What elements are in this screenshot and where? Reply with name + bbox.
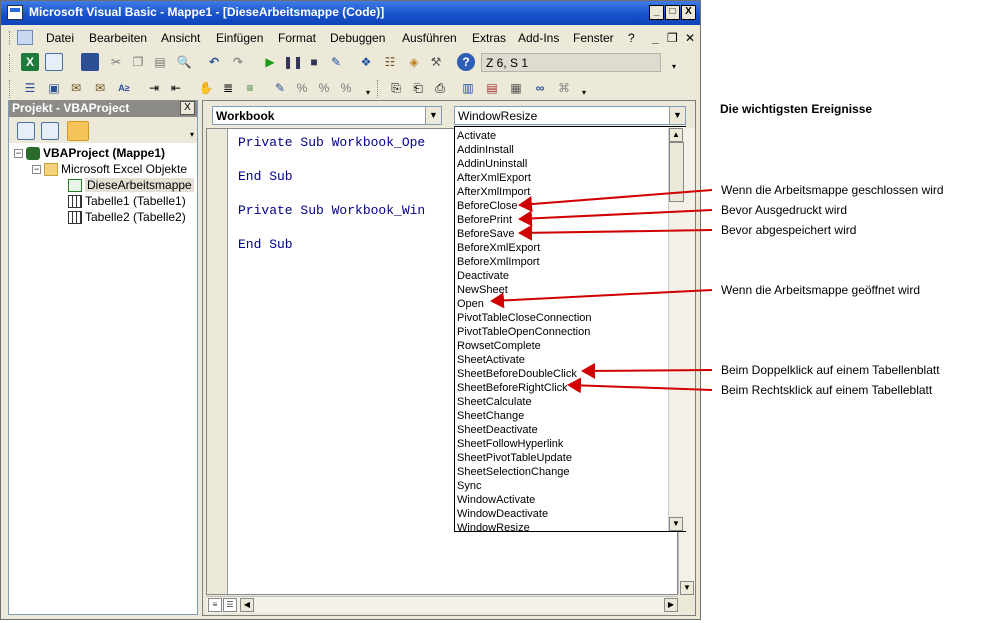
toolbox-icon[interactable]: ⚒ [430, 55, 442, 69]
close-button[interactable]: X [681, 5, 696, 20]
tree-item-label: Tabelle1 (Tabelle1) [85, 194, 186, 208]
parameter-info-icon[interactable]: ✉ [94, 81, 106, 95]
menu-extras[interactable]: Extras [472, 31, 507, 45]
event-list-item[interactable]: WindowResize [457, 522, 530, 532]
toggle-breakpoint-icon[interactable]: ✋ [198, 81, 214, 95]
tree-folder-label: Microsoft Excel Objekte [61, 162, 188, 176]
annotation-note: Beim Rechtsklick auf einem Tabelleblatt [721, 383, 933, 397]
arrow-sheetbeforerightclick [569, 385, 712, 390]
code-line: End Sub [238, 169, 293, 184]
event-list-item[interactable]: BeforeXmlImport [457, 256, 540, 268]
code-line: Private Sub Workbook_Win [238, 203, 426, 218]
event-list-item[interactable]: Open [457, 298, 484, 310]
project-pane-close-button[interactable]: X [180, 101, 195, 115]
event-list-item[interactable]: Deactivate [457, 270, 509, 282]
mdi-minimize-button[interactable]: _ [652, 31, 659, 45]
pane-options-chevron-icon[interactable]: ▾ [189, 130, 194, 139]
next-bookmark-icon[interactable]: % [296, 81, 308, 95]
event-list-item[interactable]: SheetDeactivate [457, 424, 538, 436]
list-properties-icon[interactable]: ☰ [24, 81, 36, 95]
toolbar-options-chevron-icon[interactable]: ▾ [365, 88, 370, 97]
arrow-open [492, 290, 712, 301]
toggle-bookmark-icon[interactable]: ✎ [274, 81, 286, 95]
object-combo-value: Workbook [216, 109, 275, 123]
userform-toolbar-icon-5[interactable]: ⌘ [558, 81, 570, 95]
indent-icon[interactable]: ⇥ [148, 81, 160, 95]
event-list-item[interactable]: RowsetComplete [457, 340, 541, 352]
procedure-combo-value: WindowResize [458, 109, 538, 123]
complete-word-icon[interactable]: A≥ [118, 83, 130, 93]
code-line: Private Sub Workbook_Ope [238, 135, 426, 150]
userform-toolbar-icon-2[interactable]: ▤ [486, 81, 498, 95]
mdi-restore-button[interactable]: ❐ [667, 31, 678, 45]
find-icon[interactable]: 🔍 [176, 55, 192, 69]
collapse-icon[interactable]: − [15, 148, 22, 159]
code-line: End Sub [238, 237, 293, 252]
menu-bearbeiten[interactable]: Bearbeiten [89, 31, 148, 45]
menu-help[interactable]: ? [628, 31, 635, 45]
maximize-button[interactable]: □ [665, 5, 680, 20]
prev-bookmark-icon[interactable]: % [318, 81, 330, 95]
event-list-item[interactable]: BeforeXmlExport [457, 242, 541, 254]
tree-item-label: Tabelle2 (Tabelle2) [85, 210, 186, 224]
reset-icon[interactable]: ■ [310, 55, 318, 69]
debug-toolbar-icon-3[interactable]: ⎙ [435, 81, 445, 95]
quick-info-icon[interactable]: ✉ [70, 81, 82, 95]
event-list-item[interactable]: SheetBeforeRightClick [457, 382, 568, 394]
annotation-note: Wenn die Arbeitsmappe geschlossen wird [721, 183, 944, 197]
event-list-item[interactable]: Activate [457, 130, 497, 142]
userform-toolbar-icon-3[interactable]: ▦ [510, 81, 522, 95]
paste-icon[interactable]: ▤ [154, 55, 166, 69]
event-list-item[interactable]: SheetBeforeDoubleClick [457, 368, 577, 380]
event-list-item[interactable]: Sync [457, 480, 482, 492]
tree-item-label: DieseArbeitsmappe [87, 178, 192, 192]
toolbar-options-chevron-icon[interactable]: ▾ [581, 88, 586, 97]
help-icon[interactable]: ? [457, 53, 475, 71]
event-list-item[interactable]: SheetFollowHyperlink [457, 438, 564, 450]
event-list-item[interactable]: WindowActivate [457, 494, 536, 506]
redo-icon[interactable]: ↷ [232, 55, 244, 69]
clear-bookmarks-icon[interactable]: % [340, 81, 352, 95]
properties-icon[interactable]: ☷ [384, 55, 396, 69]
arrow-beforesave [520, 230, 712, 233]
tree-root-label: VBAProject (Mappe1) [43, 146, 166, 160]
procedure-view-icon[interactable]: ≡ [208, 598, 222, 612]
menu-ansicht[interactable]: Ansicht [161, 31, 201, 45]
mdi-close-button[interactable]: ✕ [685, 31, 696, 45]
menu-debuggen[interactable]: Debuggen [330, 31, 386, 45]
event-list-item[interactable]: WindowDeactivate [457, 508, 549, 520]
cursor-position-readout: Z 6, S 1 [481, 53, 661, 72]
menu-ausfuehren[interactable]: Ausführen [402, 31, 457, 45]
menu-add-ins[interactable]: Add-Ins [518, 31, 560, 45]
annotation-note: Beim Doppelklick auf einem Tabellenblatt [721, 363, 940, 377]
collapse-icon[interactable]: − [33, 164, 40, 175]
menu-fenster[interactable]: Fenster [573, 31, 614, 45]
event-list-item[interactable]: SheetSelectionChange [457, 466, 570, 478]
project-pane-title: Projekt - VBAProject [12, 101, 130, 115]
scroll-up-icon[interactable]: ▲ [669, 128, 683, 142]
project-explorer-icon[interactable]: ❖ [360, 55, 372, 69]
run-icon[interactable]: ▶ [265, 55, 275, 69]
event-list-item[interactable]: NewSheet [457, 284, 508, 296]
event-list-item[interactable]: SheetActivate [457, 354, 525, 366]
event-list-item[interactable]: AfterXmlExport [457, 172, 531, 184]
menu-einfuegen[interactable]: Einfügen [216, 31, 264, 45]
arrow-beforeclose [520, 190, 712, 205]
undo-icon[interactable]: ↶ [208, 55, 220, 69]
event-list-item[interactable]: PivotTableCloseConnection [457, 312, 592, 324]
userform-toolbar-icon-4[interactable]: ∞ [535, 81, 545, 95]
scroll-left-icon[interactable]: ◀ [240, 598, 254, 612]
minimize-button[interactable]: _ [649, 5, 664, 20]
excel-icon[interactable]: X [21, 53, 39, 71]
toolbar-options-chevron-icon[interactable]: ▾ [671, 62, 676, 71]
scroll-right-icon[interactable]: ▶ [664, 598, 678, 612]
debug-toolbar-icon-1[interactable]: ⎘ [391, 81, 401, 95]
event-list-item[interactable]: AfterXmlImport [457, 186, 531, 198]
arrow-sheetbeforedoubleclick [583, 370, 712, 371]
cut-icon[interactable]: ✂ [110, 55, 122, 69]
uncomment-block-icon[interactable]: ≡ [246, 81, 254, 95]
event-list-item[interactable]: SheetCalculate [457, 396, 532, 408]
outdent-icon[interactable]: ⇤ [170, 81, 182, 95]
userform-toolbar-icon-1[interactable]: ▥ [462, 81, 474, 95]
annotation-note: Bevor Ausgedruckt wird [721, 203, 848, 217]
design-mode-icon[interactable]: ✎ [330, 55, 342, 69]
full-module-view-icon[interactable]: ☰ [223, 598, 237, 612]
arrow-beforeprint [520, 210, 712, 219]
menu-format[interactable]: Format [278, 31, 317, 45]
copy-icon[interactable]: ❐ [132, 55, 144, 69]
list-constants-icon[interactable]: ▣ [48, 81, 60, 95]
event-list-item[interactable]: AddinUninstall [457, 158, 528, 170]
menu-datei[interactable]: Datei [46, 31, 75, 45]
event-list-item[interactable]: SheetChange [457, 410, 525, 422]
comment-block-icon[interactable]: ≣ [222, 81, 234, 95]
debug-toolbar-icon-2[interactable]: ⎗ [413, 81, 423, 95]
break-icon[interactable]: ❚❚ [283, 55, 304, 69]
event-list-item[interactable]: AddinInstall [457, 144, 514, 156]
scroll-down-icon[interactable]: ▼ [669, 517, 683, 531]
dropdown-arrow-icon[interactable]: ▼ [669, 107, 685, 124]
window-title: Microsoft Visual Basic - Mappe1 - [DieseArbeitsmappe (Code)] [29, 5, 385, 19]
event-list-item[interactable]: PivotTableOpenConnection [457, 326, 591, 338]
annotation-note: Bevor abgespeichert wird [721, 223, 857, 237]
object-browser-icon[interactable]: ◈ [409, 55, 419, 69]
annotation-note: Wenn die Arbeitsmappe geöffnet wird [721, 283, 921, 297]
dropdown-arrow-icon[interactable]: ▼ [425, 107, 441, 124]
event-list-item[interactable]: BeforePrint [457, 214, 513, 226]
event-list-item[interactable]: BeforeSave [457, 228, 515, 240]
event-list-item[interactable]: BeforeClose [457, 200, 518, 212]
scroll-down-icon[interactable]: ▼ [680, 581, 694, 595]
annotation-heading: Die wichtigsten Ereignisse [720, 102, 873, 116]
event-list-item[interactable]: SheetPivotTableUpdate [457, 452, 572, 464]
